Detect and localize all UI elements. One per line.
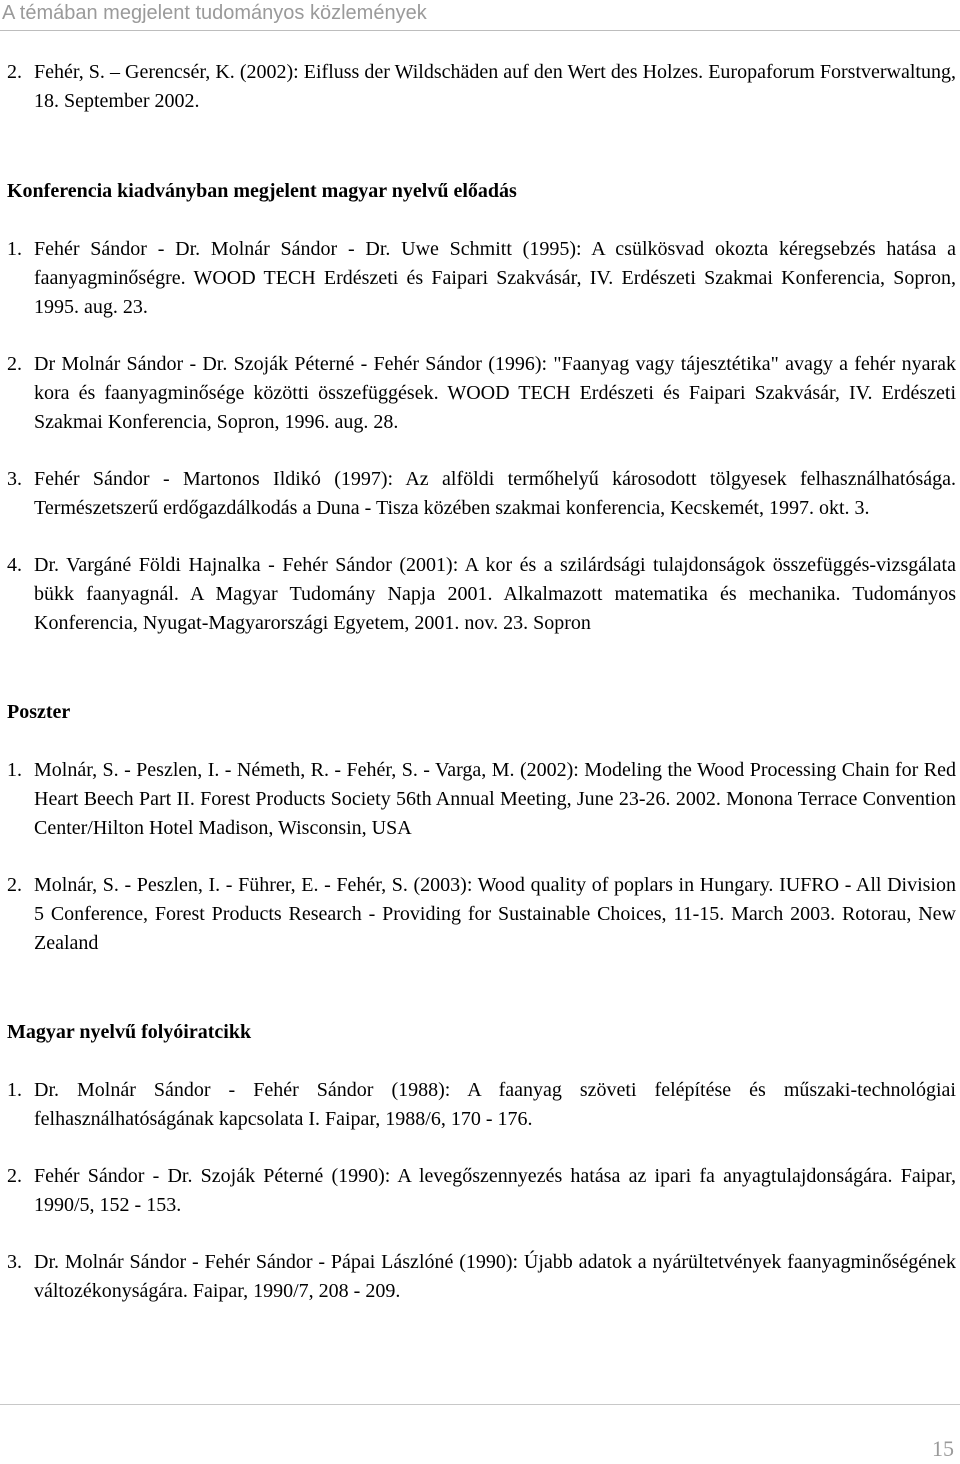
page-header bbox=[0, 0, 960, 30]
section-heading-conference: Konferencia kiadványban megjelent magyar nyelvű előadás bbox=[7, 180, 517, 202]
list-item bbox=[7, 1248, 956, 1306]
list-item-text: Dr Molnár Sándor - Dr. Szoják Péterné - Fehér Sándor (1996): "Faanyag vagy tájesztétika" avagy a fehér nyarak kora és faanyagminősége közötti összefüggések. WOOD TECH Erdészeti és Faipari Szakvásár, IV. Erdészeti Szakmai Konferencia, Sopron, 1996. aug. 28. bbox=[34, 353, 956, 433]
list-item bbox=[7, 235, 956, 322]
section-heading-journal: Magyar nyelvű folyóiratcikk bbox=[7, 1021, 252, 1043]
list-item-text: Dr. Vargáné Földi Hajnalka - Fehér Sándor (2001): A kor és a szilárdsági tulajdonságok összefüggés-vizsgálata bükk faanyagnál. A Magyar Tudomány Napja 2001. Alkalmazott matematika és mechanika. Tudományos Konferencia, Nyugat-Magyarországi Egyetem, 2001. nov. 23. Sopron bbox=[34, 554, 956, 634]
list-item bbox=[7, 1076, 956, 1134]
list-item bbox=[7, 871, 956, 958]
list-item-text: Fehér Sándor - Martonos Ildikó (1997): Az alföldi termőhelyű károsodott tölgyesek felhasználhatósága. Természetszerű erdőgazdálkodás a Duna - Tisza közében szakmai konferencia, Kecskemét, 1997. okt. 3. bbox=[34, 468, 956, 519]
list-item-number: 3. bbox=[7, 468, 22, 490]
footer-divider bbox=[0, 1404, 960, 1405]
section-heading-poster: Poszter bbox=[7, 701, 71, 723]
list-item-text: Dr. Molnár Sándor - Fehér Sándor (1988): A faanyag szöveti felépítése és műszaki-technológiai felhasználhatóságának kapcsolata I. Faipar, 1988/6, 170 - 176. bbox=[34, 1079, 956, 1130]
page-number: 15 bbox=[932, 1436, 954, 1461]
list-item-text: Molnár, S. - Peszlen, I. - Führer, E. - Fehér, S. (2003): Wood quality of poplars in Hungary. IUFRO - All Division 5 Conference, Forest Products Research - Providing for Sustainable Choices, 11-15. March 2003. Rotorau, New Zealand bbox=[34, 874, 956, 954]
running-header-title: A témában megjelent tudományos közlemények bbox=[2, 2, 427, 24]
list-item-number: 2. bbox=[7, 874, 22, 896]
list-item-number: 2. bbox=[7, 353, 22, 375]
document-body bbox=[7, 58, 956, 1306]
list-item-text: Fehér Sándor - Dr. Szoják Péterné (1990): A levegőszennyezés hatása az ipari fa anyagtulajdonságára. Faipar, 1990/5, 152 - 153. bbox=[34, 1165, 956, 1216]
list-item bbox=[7, 58, 956, 116]
list-item-text: Dr. Molnár Sándor - Fehér Sándor - Pápai Lászlóné (1990): Újabb adatok a nyárültetvények faanyagminőségének változékonyságára. Faipar, 1990/7, 208 - 209. bbox=[34, 1251, 956, 1302]
list-item-number: 1. bbox=[7, 238, 22, 260]
list-item-number: 4. bbox=[7, 554, 22, 576]
list-item-number: 2. bbox=[7, 1165, 22, 1187]
list-item bbox=[7, 465, 956, 523]
list-item-text: Molnár, S. - Peszlen, I. - Németh, R. - Fehér, S. - Varga, M. (2002): Modeling the Wood Processing Chain for Red Heart Beech Part II. Forest Products Society 56th Annual Meeting, June 23-26. 2002. Monona Terrace Convention Center/Hilton Hotel Madison, Wisconsin, USA bbox=[34, 759, 956, 839]
list-item bbox=[7, 350, 956, 437]
list-item bbox=[7, 551, 956, 638]
list-item-text: Fehér Sándor - Dr. Molnár Sándor - Dr. Uwe Schmitt (1995): A csülkösvad okozta kéregsebzés hatása a faanyagminőségre. WOOD TECH Erdészeti és Faipari Szakvásár, IV. Erdészeti Szakmai Konferencia, Sopron, 1995. aug. 23. bbox=[34, 238, 956, 318]
list-item-number: 3. bbox=[7, 1251, 22, 1273]
list-item-text: Fehér, S. – Gerencsér, K. (2002): Eifluss der Wildschäden auf den Wert des Holzes. Europaforum Forstverwaltung, 18. September 2002. bbox=[34, 61, 956, 112]
list-item-number: 1. bbox=[7, 1079, 22, 1101]
header-divider bbox=[0, 30, 960, 31]
list-item bbox=[7, 756, 956, 843]
list-item-number: 1. bbox=[7, 759, 22, 781]
list-item-number: 2. bbox=[7, 61, 22, 83]
list-item bbox=[7, 1162, 956, 1220]
